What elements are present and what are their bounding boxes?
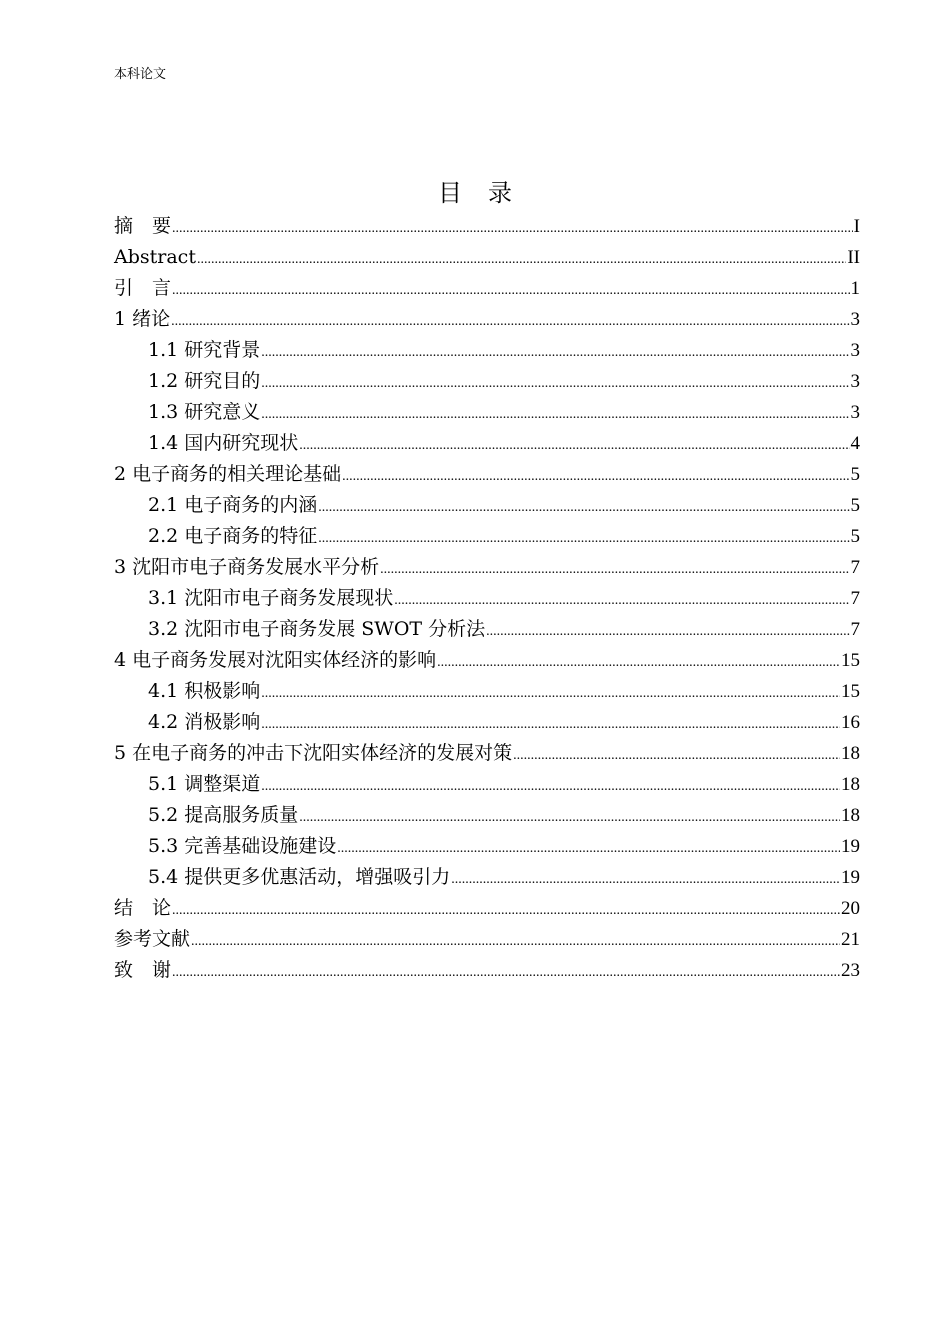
toc-entry-label: 5.4 提供更多优惠活动，增强吸引力 (148, 866, 451, 888)
toc-entry-label: 1.4 国内研究现状 (148, 432, 299, 454)
toc-entry-label: 引 言 (114, 277, 172, 299)
toc-dot-leader (342, 461, 849, 492)
toc-entry-page-number: 7 (850, 557, 860, 578)
toc-entry-label: 4.2 消极影响 (148, 711, 261, 733)
toc-entry[interactable] (114, 273, 860, 304)
toc-entry-page-number: II (847, 247, 860, 268)
toc-dot-leader (318, 523, 849, 554)
toc-entry-page-number: 19 (841, 836, 860, 857)
toc-entry-page-number: 23 (841, 960, 860, 981)
toc-entry[interactable] (114, 769, 860, 800)
toc-entry-page-number: 3 (850, 371, 860, 392)
toc-entry-label: 2 电子商务的相关理论基础 (114, 463, 342, 485)
page-title: 目录 (438, 179, 538, 207)
toc-entry-label: 致 谢 (114, 959, 172, 981)
toc-entry[interactable] (114, 366, 860, 397)
toc-dot-leader (394, 585, 849, 616)
toc-entry-page-number: 7 (850, 588, 860, 609)
toc-dot-leader (172, 275, 849, 306)
toc-entry-page-number: 18 (841, 774, 860, 795)
toc-entry-label: 4 电子商务发展对沈阳实体经济的影响 (114, 649, 437, 671)
table-of-contents (114, 211, 860, 986)
toc-dot-leader (261, 399, 849, 430)
toc-entry-page-number: 3 (850, 340, 860, 361)
toc-entry-label: 5 在电子商务的冲击下沈阳实体经济的发展对策 (114, 742, 513, 764)
toc-entry[interactable] (114, 831, 860, 862)
toc-entry-label: 5.2 提高服务质量 (148, 804, 299, 826)
toc-entry-label: 2.1 电子商务的内涵 (148, 494, 318, 516)
toc-entry-page-number: 5 (850, 495, 860, 516)
toc-dot-leader (299, 430, 849, 461)
toc-entry-label: 1.1 研究背景 (148, 339, 261, 361)
running-header: 本科论文 (114, 67, 167, 82)
toc-entry[interactable] (114, 800, 860, 831)
toc-entry-page-number: 21 (841, 929, 860, 950)
toc-entry-label: 1 绪论 (114, 308, 171, 330)
toc-entry[interactable] (114, 428, 860, 459)
toc-entry[interactable] (114, 645, 860, 676)
toc-dot-leader (299, 802, 840, 833)
toc-entry[interactable] (114, 924, 860, 955)
toc-dot-leader (261, 678, 840, 709)
toc-entry[interactable] (114, 304, 860, 335)
toc-entry[interactable] (114, 397, 860, 428)
toc-dot-leader (380, 554, 849, 585)
toc-entry-page-number: 20 (841, 898, 860, 919)
toc-entry[interactable] (114, 676, 860, 707)
toc-entry[interactable] (114, 738, 860, 769)
toc-dot-leader (191, 926, 840, 957)
toc-dot-leader (197, 244, 846, 275)
toc-dot-leader (261, 771, 840, 802)
toc-entry-page-number: 18 (841, 805, 860, 826)
toc-dot-leader (172, 895, 840, 926)
toc-entry-page-number: I (853, 216, 860, 237)
toc-entry[interactable] (114, 707, 860, 738)
toc-entry-label: 参考文献 (114, 928, 191, 950)
toc-entry[interactable] (114, 893, 860, 924)
toc-entry-label: 1.3 研究意义 (148, 401, 261, 423)
toc-entry-label: Abstract (114, 246, 196, 268)
toc-entry-label: 3.2 沈阳市电子商务发展 SWOT 分析法 (148, 618, 486, 640)
toc-entry-page-number: 3 (850, 402, 860, 423)
toc-entry-page-number: 4 (850, 433, 860, 454)
toc-entry[interactable] (114, 335, 860, 366)
toc-entry[interactable] (114, 614, 860, 645)
toc-entry[interactable] (114, 521, 860, 552)
toc-entry[interactable] (114, 583, 860, 614)
toc-dot-leader (437, 647, 840, 678)
toc-dot-leader (261, 368, 849, 399)
toc-entry[interactable] (114, 955, 860, 986)
toc-dot-leader (486, 616, 849, 647)
toc-dot-leader (261, 337, 849, 368)
toc-entry-label: 3 沈阳市电子商务发展水平分析 (114, 556, 380, 578)
toc-dot-leader (172, 213, 853, 244)
toc-entry-page-number: 1 (850, 278, 860, 299)
toc-entry-label: 摘 要 (114, 215, 172, 237)
toc-dot-leader (171, 306, 849, 337)
toc-entry-page-number: 5 (850, 526, 860, 547)
toc-entry[interactable] (114, 211, 860, 242)
toc-entry-label: 3.1 沈阳市电子商务发展现状 (148, 587, 394, 609)
toc-entry-label: 2.2 电子商务的特征 (148, 525, 318, 547)
toc-dot-leader (451, 864, 840, 895)
toc-dot-leader (261, 709, 840, 740)
toc-entry[interactable] (114, 862, 860, 893)
toc-entry-label: 1.2 研究目的 (148, 370, 261, 392)
toc-dot-leader (318, 492, 849, 523)
toc-entry-page-number: 5 (850, 464, 860, 485)
toc-entry-page-number: 18 (841, 743, 860, 764)
toc-entry-label: 4.1 积极影响 (148, 680, 261, 702)
toc-entry[interactable] (114, 490, 860, 521)
toc-entry-page-number: 15 (841, 650, 860, 671)
toc-dot-leader (172, 957, 840, 988)
toc-entry-label: 5.1 调整渠道 (148, 773, 261, 795)
toc-entry-page-number: 16 (841, 712, 860, 733)
toc-entry-page-number: 15 (841, 681, 860, 702)
toc-entry-label: 结 论 (114, 897, 172, 919)
toc-entry-label: 5.3 完善基础设施建设 (148, 835, 337, 857)
toc-entry-page-number: 7 (850, 619, 860, 640)
toc-entry[interactable] (114, 552, 860, 583)
toc-entry[interactable] (114, 459, 860, 490)
toc-entry-page-number: 3 (850, 309, 860, 330)
toc-dot-leader (337, 833, 840, 864)
toc-dot-leader (513, 740, 840, 771)
toc-entry[interactable] (114, 242, 860, 273)
toc-entry-page-number: 19 (841, 867, 860, 888)
